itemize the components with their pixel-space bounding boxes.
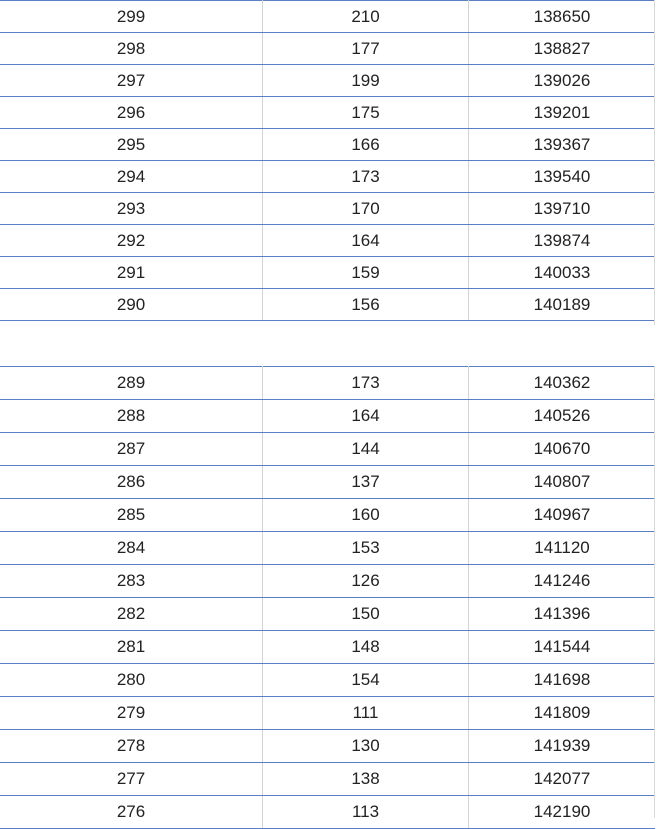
table-cell: 140362: [469, 367, 656, 400]
table-cell: 138650: [469, 1, 656, 33]
table-cell: 139710: [469, 193, 656, 225]
table-cell: 137: [263, 466, 469, 499]
table-cell: 288: [0, 400, 263, 433]
table-cell: 140033: [469, 257, 656, 289]
table-row: [0, 97, 655, 129]
table-cell: 177: [263, 33, 469, 65]
table-bottom-right-edge: [654, 366, 655, 818]
table-row: [0, 367, 655, 400]
table-cell: 292: [0, 225, 263, 257]
table-row: [0, 532, 655, 565]
table-cell: 287: [0, 433, 263, 466]
table-cell: 141809: [469, 697, 656, 730]
table-cell: 140670: [469, 433, 656, 466]
table-cell: 130: [263, 730, 469, 763]
table-cell: 156: [263, 289, 469, 321]
table-cell: 139540: [469, 161, 656, 193]
table-row: [0, 730, 655, 763]
table-cell: 141246: [469, 565, 656, 598]
table-cell: 294: [0, 161, 263, 193]
table-cell: 164: [263, 400, 469, 433]
table-cell: 298: [0, 33, 263, 65]
table-row: [0, 65, 655, 97]
table-cell: 283: [0, 565, 263, 598]
table-cell: 159: [263, 257, 469, 289]
table-row: [0, 631, 655, 664]
table-row: [0, 664, 655, 697]
table-cell: 291: [0, 257, 263, 289]
table-cell: 286: [0, 466, 263, 499]
table-cell: 281: [0, 631, 263, 664]
table-row: [0, 129, 655, 161]
table-row: [0, 289, 655, 321]
table-cell: 139026: [469, 65, 656, 97]
table-row: [0, 257, 655, 289]
table-cell: 139874: [469, 225, 656, 257]
table-cell: 139201: [469, 97, 656, 129]
table-cell: 140189: [469, 289, 656, 321]
table-row: [0, 499, 655, 532]
table-cell: 175: [263, 97, 469, 129]
score-table-top-body: [0, 1, 655, 321]
table-cell: 138827: [469, 33, 656, 65]
table-cell: 296: [0, 97, 263, 129]
table-cell: 277: [0, 763, 263, 796]
table-row: [0, 598, 655, 631]
table-row: [0, 433, 655, 466]
table-row: [0, 763, 655, 796]
table-cell: 284: [0, 532, 263, 565]
table-cell: 141698: [469, 664, 656, 697]
table-cell: 279: [0, 697, 263, 730]
table-row: [0, 161, 655, 193]
table-cell: 153: [263, 532, 469, 565]
table-cell: 154: [263, 664, 469, 697]
table-cell: 139367: [469, 129, 656, 161]
table-cell: 210: [263, 1, 469, 33]
table-cell: 140967: [469, 499, 656, 532]
table-row: [0, 565, 655, 598]
table-cell: 140526: [469, 400, 656, 433]
table-cell: 164: [263, 225, 469, 257]
table-row: [0, 1, 655, 33]
table-cell: 141939: [469, 730, 656, 763]
table-row: [0, 466, 655, 499]
table-cell: 160: [263, 499, 469, 532]
table-cell: 293: [0, 193, 263, 225]
table-cell: 297: [0, 65, 263, 97]
score-table-bottom-body: [0, 367, 655, 829]
table-row: [0, 193, 655, 225]
table-cell: 141120: [469, 532, 656, 565]
table-row: [0, 33, 655, 65]
table-cell: 142077: [469, 763, 656, 796]
table-top-right-edge: [654, 0, 655, 325]
table-cell: 166: [263, 129, 469, 161]
table-cell: 199: [263, 65, 469, 97]
table-row: [0, 400, 655, 433]
table-cell: 289: [0, 367, 263, 400]
table-cell: 141544: [469, 631, 656, 664]
score-table-bottom: [0, 366, 655, 829]
table-cell: 280: [0, 664, 263, 697]
table-cell: 282: [0, 598, 263, 631]
table-cell: 295: [0, 129, 263, 161]
table-cell: 138: [263, 763, 469, 796]
table-row: [0, 225, 655, 257]
table-cell: 173: [263, 161, 469, 193]
score-table-top: [0, 0, 655, 321]
table-cell: 299: [0, 1, 263, 33]
table-cell: 148: [263, 631, 469, 664]
table-cell: 278: [0, 730, 263, 763]
table-cell: 276: [0, 796, 263, 829]
table-cell: 113: [263, 796, 469, 829]
table-cell: 173: [263, 367, 469, 400]
table-row: [0, 796, 655, 829]
table-cell: 170: [263, 193, 469, 225]
table-cell: 144: [263, 433, 469, 466]
table-row: [0, 697, 655, 730]
table-cell: 290: [0, 289, 263, 321]
table-cell: 126: [263, 565, 469, 598]
table-cell: 140807: [469, 466, 656, 499]
table-cell: 141396: [469, 598, 656, 631]
table-cell: 111: [263, 697, 469, 730]
table-cell: 142190: [469, 796, 656, 829]
table-cell: 285: [0, 499, 263, 532]
table-cell: 150: [263, 598, 469, 631]
